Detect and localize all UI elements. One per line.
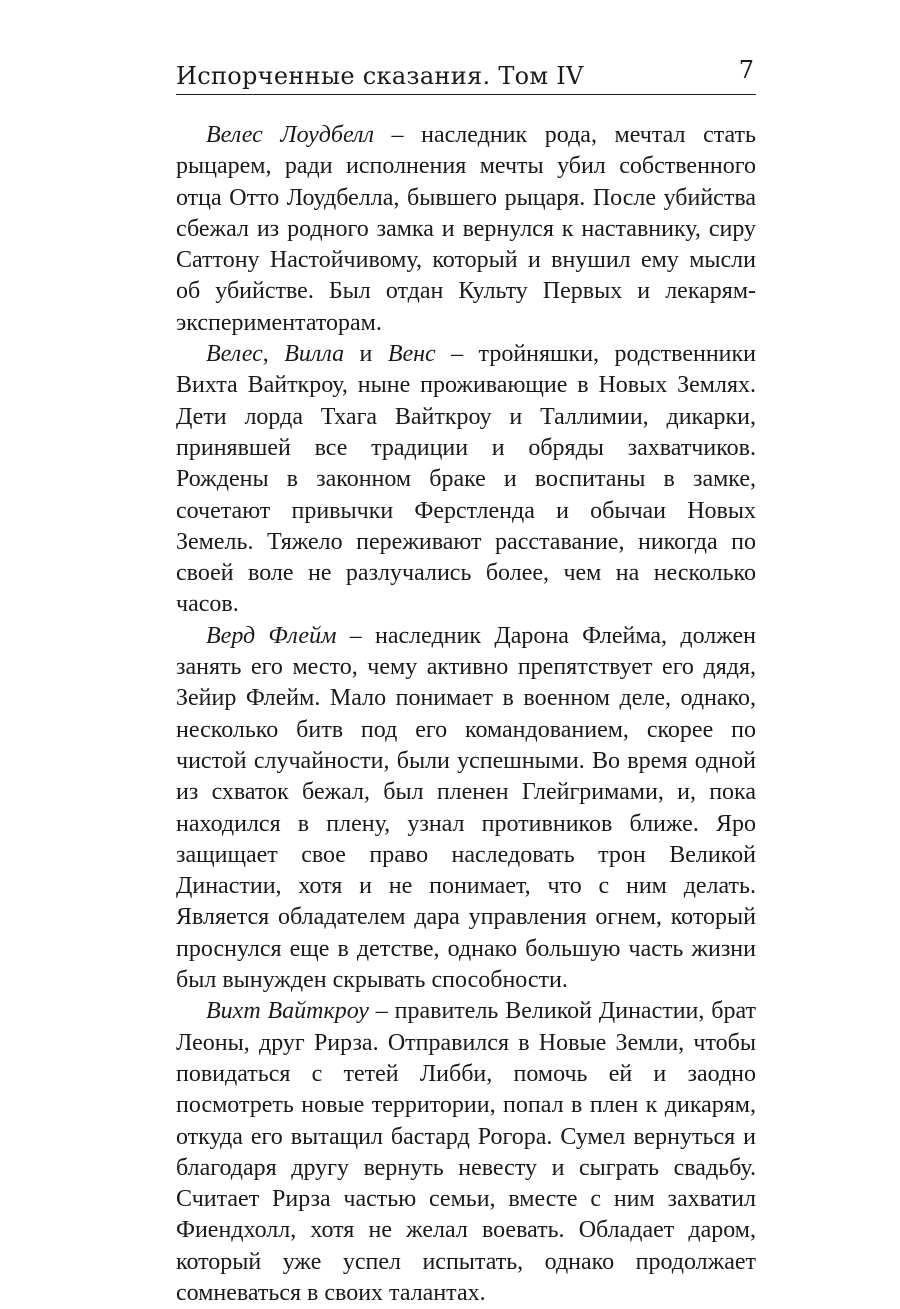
running-head: [176, 56, 756, 95]
page-number: 7: [738, 56, 754, 84]
text-body: [176, 120, 756, 1309]
entry-separator: ,: [262, 341, 285, 368]
entry-name: Велес: [206, 341, 263, 368]
entry-name: Вихт Вайткроу: [206, 998, 369, 1025]
entry-text: – тройняшки, родственники Вихта Вайткроу, ныне проживающие в Новых Землях. Дети лорда Тхага Вайткроу и Таллимии, дикарки, принявшей все традиции и обряды захватчиков. Рождены в законном браке и воспитаны в замке, сочетают привычки Ферстленда и обычаи Новых Земель. Тяжело переживают расставание, никогда по своей воле не разлучались более, чем на несколько часов.: [176, 341, 757, 618]
entry-verd-fleim: [176, 621, 756, 997]
entry-separator: и: [344, 341, 388, 368]
entry-veles-loudbell: [176, 120, 756, 339]
entry-text: – наследник рода, мечтал стать рыцарем, ради исполнения мечты убил собственного отца Отто Лоудбелла, бывшего рыцаря. После убийства сбежал из родного замка и вернулся к наставнику, сиру Саттону Настойчивому, который и внушил ему мысли об убийстве. Был отдан Культу Первых и лекарям-экспериментаторам.: [176, 122, 756, 336]
entry-name: Вилла: [284, 341, 345, 368]
entry-triplets: [176, 339, 756, 621]
entry-name: Венс: [387, 341, 436, 368]
entry-name: Верд Флейм: [206, 622, 337, 649]
entry-text: – наследник Дарона Флейма, должен занять его место, чему активно препятствует его дядя, Зейир Флейм. Мало понимает в военном деле, однако, несколько битв под его командованием, скорее по чистой случайности, были успешными. Во время одной из схваток бежал, был пленен Глейгримами, и, пока находился в плену, узнал противников ближе. Яро защищает свое право наследовать трон Великой Династии, хотя и не понимает, что с ним делать. Является обладателем дара управления огнем, который проснулся еще в детстве, однако большую часть жизни был вынужден скрывать способности.: [176, 622, 756, 994]
entry-name: Велес Лоудбелл: [206, 122, 374, 148]
entry-viht-waitcrow: [176, 996, 756, 1309]
running-title: Испорченные сказания. Том IV: [176, 62, 584, 90]
entry-text: – правитель Великой Династии, брат Леоны, друг Рирза. Отправился в Новые Земли, чтобы повидаться с тетей Либби, помочь ей и заодно посмотреть новые территории, попал в плен к дикарям, откуда его вытащил бастард Рогора. Сумел вернуться и благодаря другу вернуть невесту и сыграть свадьбу. Считает Рирза частью семьи, вместе с ним захватил Фиендхолл, хотя не желал воевать. Обладает даром, который уже успел испытать, однако продолжает сомневаться в своих талантах.: [176, 998, 756, 1306]
